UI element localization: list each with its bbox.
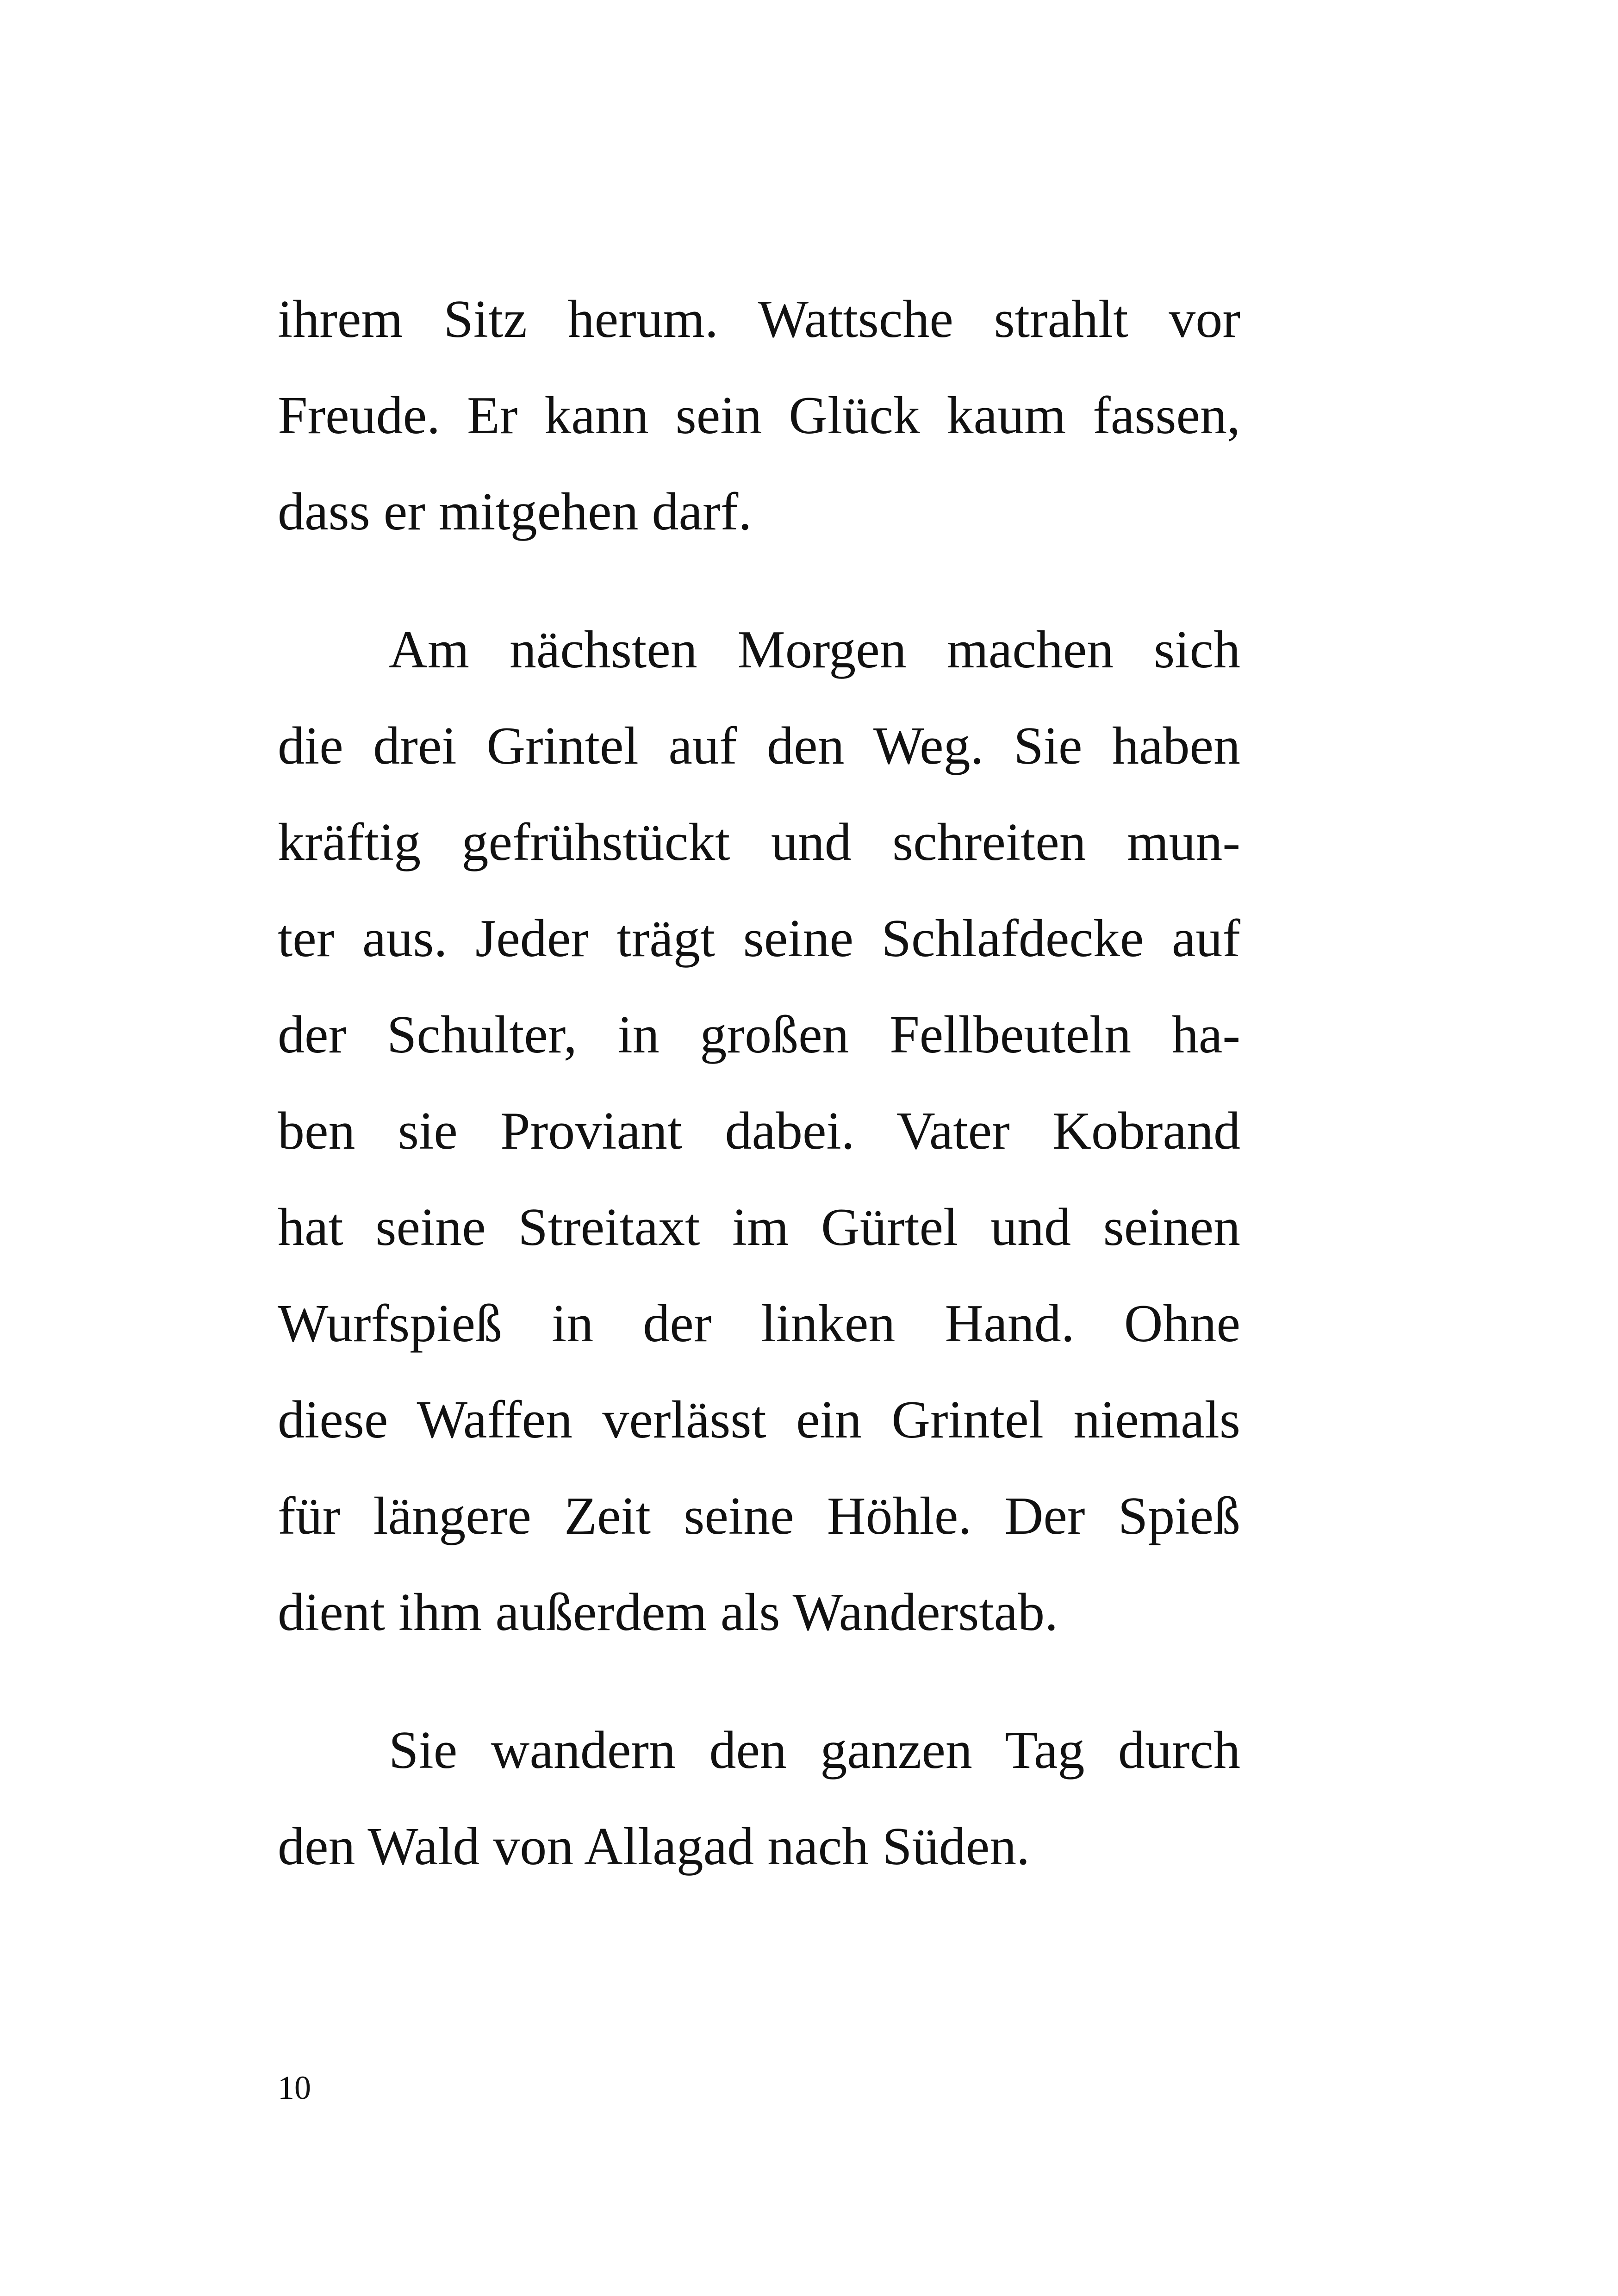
text-line: ben sie Proviant dabei. Vater Kobrand (278, 1101, 1240, 1161)
text-line: Sie wandern den ganzen Tag durch (389, 1721, 1240, 1780)
text-line: den Wald von Allagad nach Süden. (278, 1817, 1030, 1876)
text-line: für längere Zeit seine Höhle. Der Spieß (278, 1487, 1240, 1546)
text-line: kräftig gefrühstückt und schreiten mun- (278, 813, 1240, 872)
text-line: diese Waffen verlässt ein Grintel niemals (278, 1390, 1240, 1450)
text-line: Wurfspieß in der linken Hand. Ohne (278, 1294, 1240, 1353)
text-line: die drei Grintel auf den Weg. Sie haben (278, 716, 1240, 776)
text-line: hat seine Streitaxt im Gürtel und seinen (278, 1198, 1240, 1257)
paragraph-1 (278, 271, 1240, 560)
text-line: ter aus. Jeder trägt seine Schlafdecke auf (278, 909, 1240, 968)
text-line: Freude. Er kann sein Glück kaum fassen, (278, 386, 1240, 445)
text-line: dient ihm außerdem als Wanderstab. (278, 1583, 1058, 1642)
page-number: 10 (278, 2069, 311, 2106)
text-line: ihrem Sitz herum. Wattsche strahlt vor (278, 290, 1240, 349)
text-line: dass er mitgehen darf. (278, 482, 752, 541)
text-line: Am nächsten Morgen machen sich (389, 620, 1240, 679)
paragraph-2 (278, 602, 1240, 1661)
text-line: der Schulter, in großen Fellbeuteln ha- (278, 1005, 1240, 1064)
paragraph-3 (278, 1702, 1240, 1895)
body-text (278, 271, 1240, 1936)
